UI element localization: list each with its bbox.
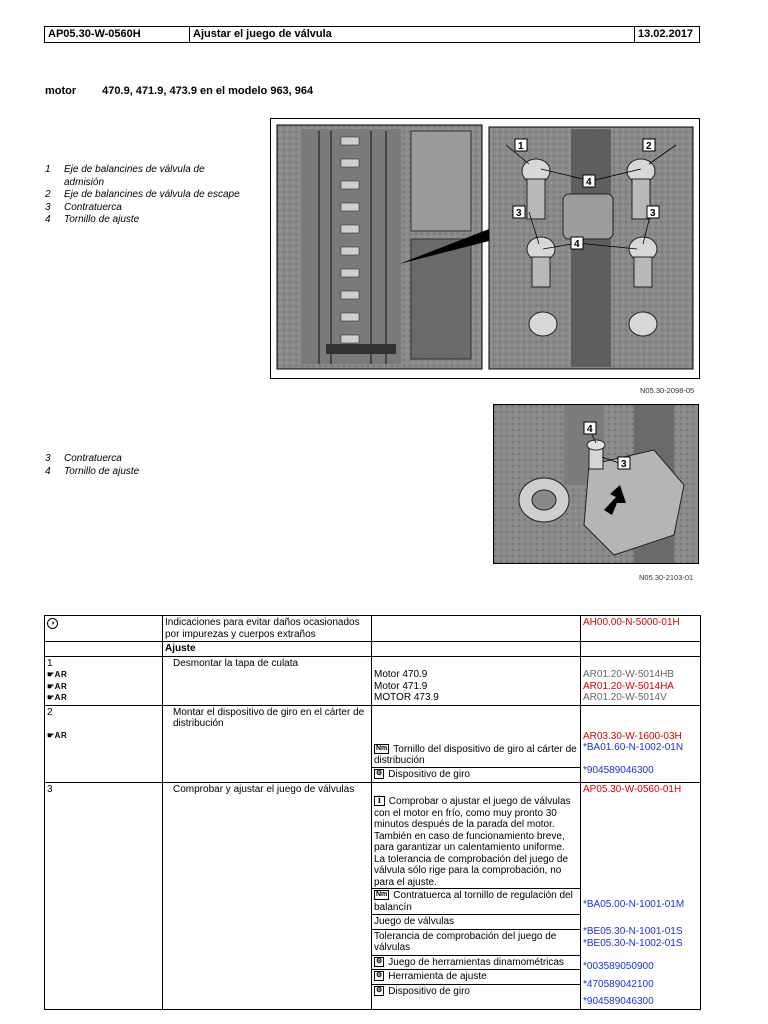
tool-icon: ⚙ xyxy=(376,972,383,980)
tool-ref-link[interactable]: *904589046300 xyxy=(583,996,654,1007)
figure2-legend xyxy=(45,453,139,478)
callout-label: 4 xyxy=(586,177,592,188)
tool-text: Herramienta de ajuste xyxy=(388,971,487,982)
motor-473-label: MOTOR 473.9 xyxy=(374,692,439,703)
rocker-arm-illustration xyxy=(494,405,698,563)
figure1-legend xyxy=(45,164,240,227)
info-icon: i xyxy=(374,796,385,806)
ref-link[interactable]: AR01.20-W-5014HB xyxy=(583,669,674,680)
tool-text: Dispositivo de giro xyxy=(388,768,470,780)
figure1-code: N05.30-2098-05 xyxy=(640,386,695,395)
nm-ref-link[interactable]: *BA05.00-N-1001-01M xyxy=(583,898,685,910)
table-row-intro xyxy=(45,616,701,642)
tool-ref-link[interactable]: *003589050900 xyxy=(583,961,654,972)
nm-text: Tornillo del dispositivo de giro al cárter de distribución xyxy=(374,743,577,766)
callout-label: 3 xyxy=(516,208,522,219)
table-row-section xyxy=(45,642,701,657)
juego-text: Juego de válvulas xyxy=(372,914,580,929)
tool-icon: ⚙ xyxy=(376,769,383,777)
legend-item: 4 Tornillo de ajuste xyxy=(45,214,140,226)
tool-text: Juego de herramientas dinamométricas xyxy=(388,956,564,968)
ref-link[interactable]: AR01.20-W-5014HA xyxy=(583,680,674,692)
tolerance-text: Tolerancia de comprobación del juego de válvulas xyxy=(372,929,580,955)
torque-icon: Nm xyxy=(376,744,388,752)
motor-470-label: Motor 470.9 xyxy=(374,669,428,680)
section-heading: Ajuste xyxy=(163,642,372,657)
ar-icon: ☛AR xyxy=(47,693,68,702)
engine-photo-figure1 xyxy=(270,118,700,379)
callout-label: 1 xyxy=(518,141,524,152)
engine-illustration xyxy=(271,119,699,378)
callout-label: 2 xyxy=(646,141,652,152)
torque-icon: Nm xyxy=(376,891,388,899)
legend-item: 2 Eje de balancines de válvula de escape xyxy=(45,189,240,201)
step1-text: Desmontar la tapa de culata xyxy=(163,656,372,705)
ar-icon: ☛AR xyxy=(47,681,68,691)
tool-icon: ⚙ xyxy=(376,957,383,965)
callout-label: 3 xyxy=(621,459,627,470)
tolerance-ref-link[interactable]: *BE05.30-N-1002-01S xyxy=(583,937,683,949)
table-row-step1 xyxy=(45,656,701,705)
step-number: 2 xyxy=(47,706,53,718)
step3-ref-link[interactable]: AP05.30-W-0560-01H xyxy=(583,784,682,795)
intro-ref-link[interactable]: AH00.00-N-5000-01H xyxy=(581,616,701,642)
table-row-step2 xyxy=(45,705,701,783)
engine-photo-figure2 xyxy=(493,404,699,564)
motor-label: motor xyxy=(45,85,77,97)
ar-icon: ☛AR xyxy=(47,731,68,740)
info-text: Comprobar o ajustar el juego de válvulas con el motor en frío, como muy pronto 30 minutos después de la parada del motor. También en caso de funcionamiento breve, para garantizar un calentamiento uniforme. La tolerancia de comprobación del juego de válvula sólo rige para la comprobación, no para el ajuste. xyxy=(374,796,571,888)
document-date: 13.02.2017 xyxy=(638,28,694,40)
tool-ref-link[interactable]: *470589042100 xyxy=(583,978,654,990)
legend-item: 3 Contratuerca xyxy=(45,201,122,213)
intro-text: Indicaciones para evitar daños ocasionados por impurezas y cuerpos extraños xyxy=(163,616,372,642)
callout-label: 4 xyxy=(587,424,593,435)
step2-text: Montar el dispositivo de giro en el cárter de distribución xyxy=(163,705,372,783)
step3-text: Comprobar y ajustar el juego de válvulas xyxy=(163,783,372,1010)
callout-label: 4 xyxy=(574,239,580,250)
legend-item-cont: admisión xyxy=(64,176,105,188)
tool-icon: ⚙ xyxy=(376,986,383,994)
ar-icon: ☛AR xyxy=(47,670,68,679)
procedure-table xyxy=(44,615,701,1010)
nm-text: Contratuerca al tornillo de regulación del balancín xyxy=(374,890,573,913)
cleanliness-icon: ◑ xyxy=(45,616,163,642)
tool-ref-link[interactable]: *904589046300 xyxy=(583,764,654,776)
motor-471-label: Motor 471.9 xyxy=(374,680,428,692)
legend-item: 1 Eje de balancines de válvula de xyxy=(45,164,205,175)
motor-models: 470.9, 471.9, 473.9 en el modelo 963, 964 xyxy=(102,85,314,97)
nm-ref-link[interactable]: *BA01.60-N-1002-01N xyxy=(583,742,684,753)
legend-item: 3 Contratuerca xyxy=(45,453,122,464)
step-number: 3 xyxy=(45,783,163,1010)
ref-link[interactable]: AR01.20-W-5014V xyxy=(583,692,667,703)
juego-ref-link[interactable]: *BE05.30-N-1001-01S xyxy=(583,926,683,937)
table-row-step3 xyxy=(45,783,701,1010)
step-number: 1 xyxy=(47,657,53,669)
document-header xyxy=(44,26,700,43)
figure2-code: N05.30-2103-01 xyxy=(639,573,694,582)
legend-item: 4 Tornillo de ajuste xyxy=(45,465,140,477)
document-code: AP05.30-W-0560H xyxy=(45,27,190,42)
callout-label: 3 xyxy=(650,208,656,219)
ar-ref-link[interactable]: AR03.30-W-1600-03H xyxy=(583,730,682,742)
document-title: Ajustar el juego de válvula xyxy=(190,27,635,42)
motor-line xyxy=(45,85,313,97)
tool-text: Dispositivo de giro xyxy=(388,985,470,997)
